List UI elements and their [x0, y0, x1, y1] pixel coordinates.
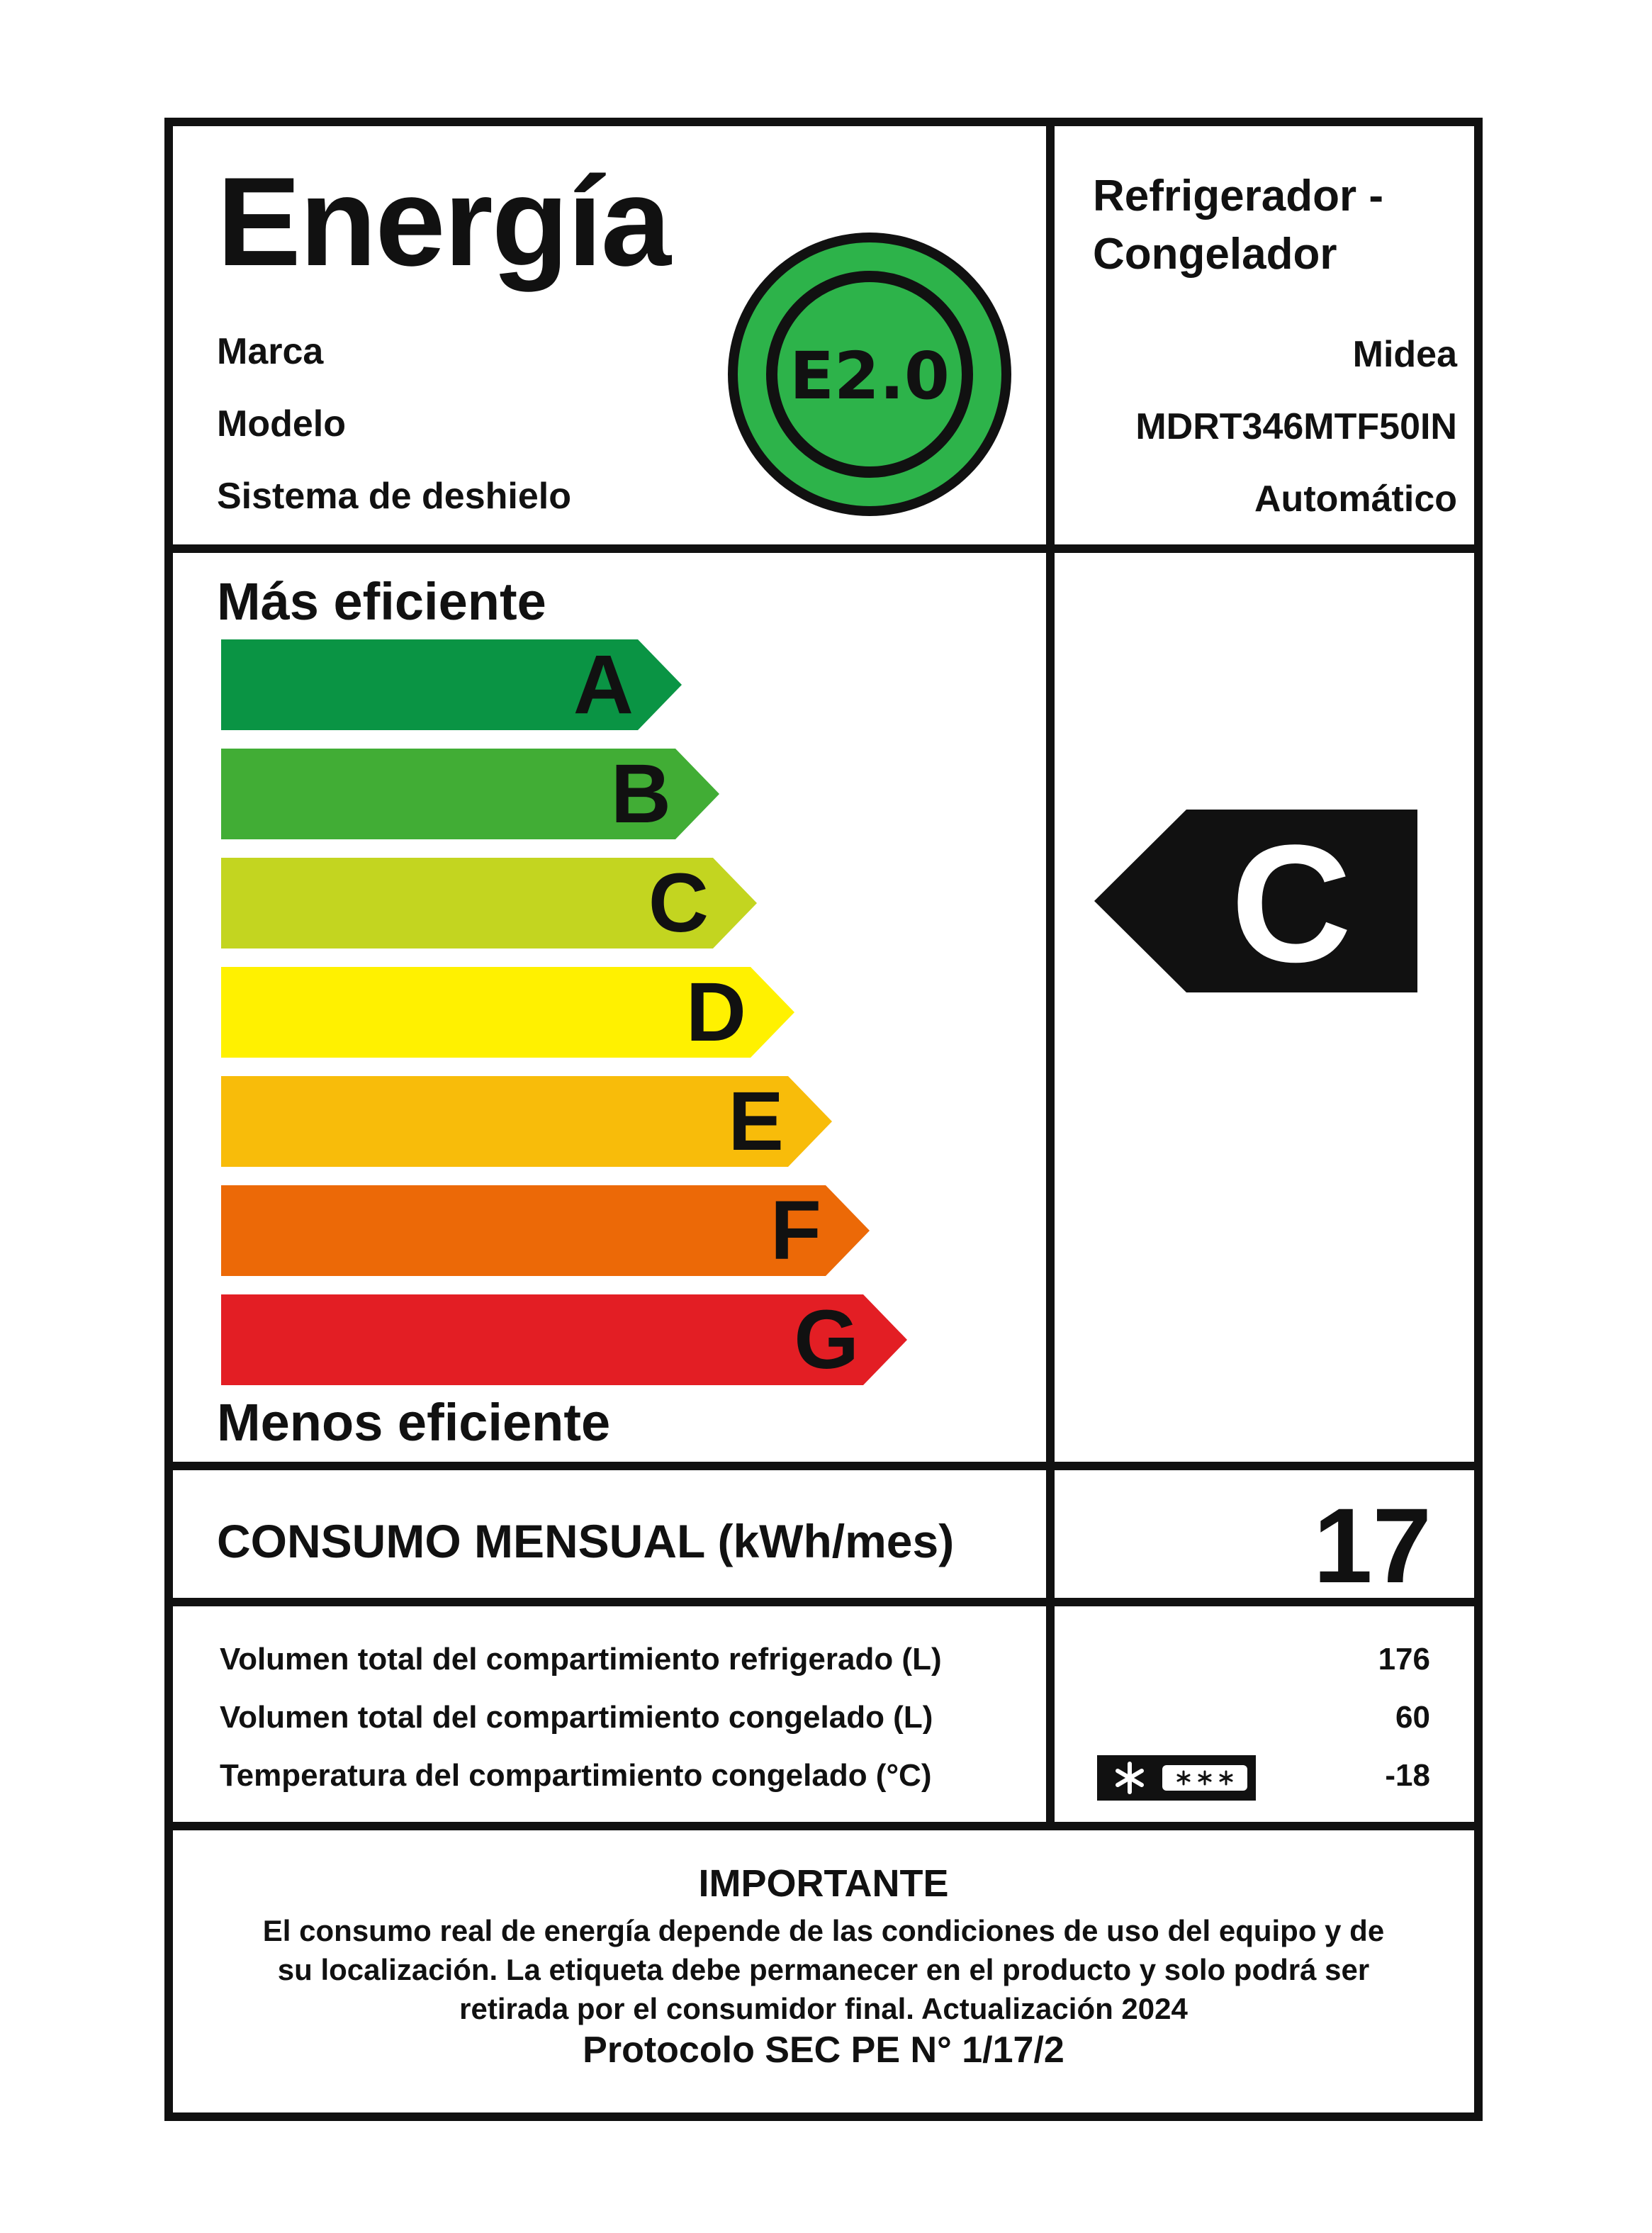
spec-label-frozen-volume: Volumen total del compartimiento congelado (L): [220, 1700, 933, 1735]
model-label: Modelo: [217, 403, 346, 444]
consumption-value: 17: [1313, 1486, 1432, 1605]
brand-value: Midea: [1352, 334, 1457, 375]
efficiency-bar-letter: A: [573, 638, 634, 732]
important-body: El consumo real de energía depende de las condiciones de uso del equipo y de su localización. La etiqueta debe permanecer en el producto y solo podrá ser retirada por el consumidor final. Actualización 2024: [262, 1914, 1385, 2025]
efficiency-bar-f: [221, 1185, 870, 1276]
divider-specs: [164, 1822, 1483, 1830]
consumption-label: CONSUMO MENSUAL (kWh/mes): [217, 1515, 955, 1567]
divider-header: [164, 544, 1483, 553]
freezer-star-rating-icon: [1097, 1755, 1256, 1801]
efficiency-bar-letter: G: [794, 1293, 859, 1387]
important-title: IMPORTANTE: [698, 1862, 949, 1905]
spec-label-freezer-temperature: Temperatura del compartimiento congelado (°C): [220, 1758, 932, 1793]
defrost-label: Sistema de deshielo: [217, 476, 571, 517]
defrost-value: Automático: [1254, 478, 1457, 520]
model-value: MDRT346MTF50IN: [1135, 406, 1457, 447]
scale-top-label: Más eficiente: [217, 572, 546, 631]
brand-label: Marca: [217, 331, 324, 372]
divider-consumo: [164, 1598, 1483, 1606]
efficiency-bar-b: [221, 749, 719, 839]
efficiency-bar-c: [221, 858, 757, 948]
appliance-category-line1: Refrigerador -: [1093, 172, 1383, 220]
spec-value-frozen-volume: 60: [1395, 1700, 1430, 1735]
spec-label-refrigerated-volume: Volumen total del compartimiento refrigerado (L): [220, 1642, 942, 1677]
rating-arrow-icon: [1094, 810, 1417, 992]
appliance-category-line2: Congelador: [1093, 230, 1337, 279]
efficiency-bar-letter: B: [610, 747, 671, 841]
badge-text: E2.0: [790, 338, 950, 414]
efficiency-bar-letter: F: [770, 1184, 821, 1277]
energy-label: [164, 118, 1483, 2121]
scale-bottom-label: Menos eficiente: [217, 1393, 611, 1452]
efficiency-bar-e: [221, 1076, 832, 1167]
label-title: Energía: [217, 151, 670, 292]
efficiency-bar-letter: D: [685, 966, 746, 1059]
divider-vertical: [1046, 118, 1055, 1826]
rating-arrow: [1094, 810, 1417, 992]
e2-badge: [721, 225, 1018, 523]
efficiency-bar-letter: E: [728, 1075, 784, 1168]
rating-letter: C: [1230, 810, 1352, 992]
efficiency-bar-a: [221, 639, 682, 730]
efficiency-bar-letter: C: [648, 856, 709, 950]
e2-badge-icon: [721, 225, 1018, 523]
spec-value-freezer-temperature: -18: [1385, 1758, 1430, 1793]
protocol-text: Protocolo SEC PE N° 1/17/2: [583, 2030, 1064, 2071]
efficiency-bar-d: [221, 967, 794, 1058]
spec-value-refrigerated-volume: 176: [1378, 1642, 1430, 1677]
divider-scale: [164, 1462, 1483, 1470]
efficiency-bar-g: [221, 1294, 907, 1385]
